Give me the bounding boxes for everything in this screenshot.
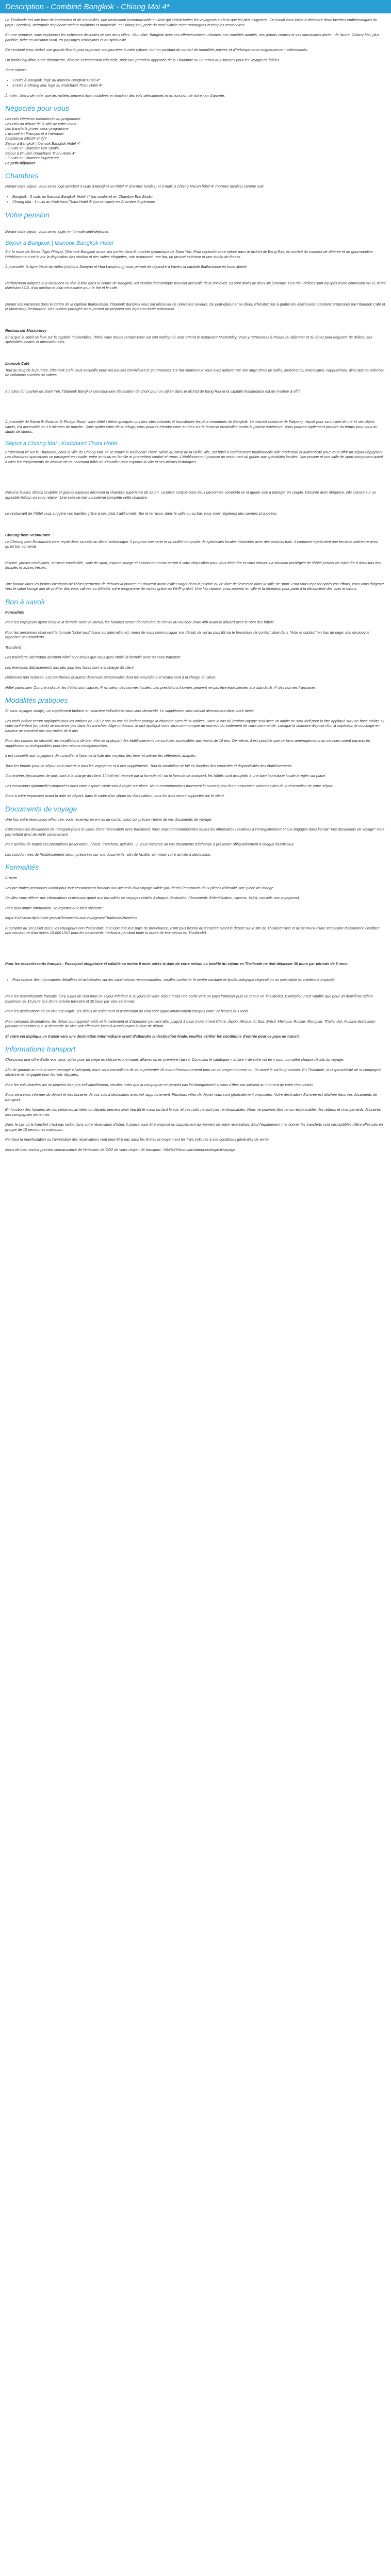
list-item: • 3 nuits à Chiang Mai, logé au Kodchasri Thani Hotel 4* (12, 83, 386, 88)
included-item: L'accueil en Français et à l'aéroport (5, 131, 64, 136)
intro-paragraph: Votre séjour : (5, 67, 27, 72)
included-list (5, 116, 386, 165)
title-banner (0, 0, 391, 13)
section-paragraph: Si votre vol implique un transit vers une destination intermédiaire avant d'atteindre la destination finale, veuillez vérifier les conditions d'entrée pour ce pays en transit. (5, 1033, 300, 1039)
section-paragraph: Le Cheung hem Restaurant vous reçoit dans sa salle au décor authentique. Il propose une carte et un buffet composés de spécialités locales élaborées avec des produits frais. Il comporte également une terrasse intérieure ainsi qu'un bar convivial. (5, 539, 378, 549)
section-title-formalites: Formalités (5, 863, 39, 872)
intro-paragraph: Ce combiné vous séduit une grande liberté pour organiser vos journées à votre rythme, tout en profitant du confort de modalités privées et d'hébergements soigneusement sélectionnés. (5, 47, 308, 52)
stay-list (12, 78, 386, 88)
section-paragraph: Pour certaines destinations, les délais sont approximatifs et le traitement et d'obtention peuvent aller jusqu'à 3 mois (notamment Chine, Japon, Afrique du Sud, Brésil, Mexique, Russie, Mongolie, Thaïlande). Aucune destination pouvant nécessiter que la demande de visa soit effectuée jusqu'à 4 mois avant la date de départ. (5, 1019, 376, 1029)
section-paragraph: Tous les forfaits pour ce séjour sont ouverts à tous les voyageurs et à des suppléments. Tout la circulation se fait en fonction des capacités et disponibilités des établissements. (5, 763, 293, 768)
included-item: Séjour à Phuket | Kodchasri Thani Hotel 4* (5, 150, 76, 156)
section-paragraph: Pour les destinations où un visa est requis, les délais de traitement et d'obtention de visa sont approximativement compris entre 72 heures et 1 mois. (5, 1009, 250, 1014)
subheading: Formalités (5, 609, 24, 615)
section-paragraph: Sous à votre expansion avant la date de départ, dans le cadre d'un séjour ou d'annulation, tous les frais seront supportés par le client. (5, 793, 225, 799)
section-paragraph: Tout au long de la journée, l'Ibanook Café vous accueille pour vos pauses conviviales et gourmandes. Ce bar chaleureux vous avez adopter par son large choix de cafés, américanos, macchiatos, cappuccinos, ainsi que sa sélection de collations sucrées ou salées. (5, 367, 385, 378)
section-paragraph: Pour des raisons de sécurité, les installations de bien-être de la plupart des établissements ne sont pas accessibles aux moins de 16 ans. De même, il est possible que certains aménagements ou services soient payants en supplément ou indisponibles pour des raisons exceptionnelles. (5, 738, 370, 748)
section-paragraph: Les coordonnées de l'établissement seront précisées sur vos documents, afin de faciliter au mieux votre arrivée à destination. (5, 852, 211, 857)
included-item: - 3 nuits en Chambre Eco Studio (5, 146, 59, 151)
section-paragraph: Pour les ressortissants français, il n'y a pas de visa pour un séjour inférieur à 30 jours (si votre séjour inclut une sortie vers un pays frontalier puis un retour en Thaïlande). Exemption n'est valable que pour un deuxième séjour maximum de 15 jours lors d'une arrivée terrestre et 30 jours par voie aérienne). (5, 994, 373, 1004)
section-paragraph: À proximité, la ligne bleue du métro (stations Samyan et Hua Lamphong) vous permet de rejoindre à travers la capitale thaïlandaise en toute liberté. (5, 264, 248, 269)
list-item: • Pour obtenir des informations détaillées et actualisées sur les vaccinations recommandées, veuillez contacter le centre sanitaire et épidémiologique régional ou un spécialiste en médecine tropicale. (12, 977, 386, 982)
section-paragraph: Les lords enfant seront appliqués pour les enfants de 2 à 12 ans au cas où l'enfant partage la chambre avec deux adultes. Dans le cas où l'enfant voyage seul avec un adulte ne sera tarif pour la titre appliqué sur une base adulte. Si votre tarif enfant (ou bébé) ne remercie pas dans les tranches d'âge ci-dessus, le tarif appliqué vous sera communiqué au moment du traitement de votre commande. Lorsque la chambre dispose d'un lit supérieur, le couchage en hauteur ne convient pas aux moins de 6 ans. (5, 718, 384, 733)
restaurant-heading: Cheung hem Restaurant (5, 532, 50, 537)
included-item: Les vols au départ de la ville de votre choix (5, 121, 76, 126)
section-paragraph: Si vous voyagez seul(e), un supplément tarifaire en chambre individuelle vous sera demandé. Le supplément sera calculé directement dans votre devis. (5, 708, 255, 714)
section-paragraph: Durant votre séjour, vous serez logés en formule petit-déjeuner. (5, 229, 110, 234)
page (0, 0, 391, 1152)
section-paragraph: Pour les vols charters qui ne peuvent être pris individuellement, veuillez noter que la compagnie ne garantit pas l'embarquement si vous n'êtes pas présent au moment de votre réservation. (5, 1082, 314, 1087)
section-paragraph: Concernant les documents de transport (dans le cadre d'une réservation avec transport), nous vous communiquerons toutes les informations relatives à l'enregistrement et aux bagages dans l'email "Vos documents de voyage" vous permettant ainsi de partir sereinement. (5, 827, 385, 837)
section-paragraph: Pour les personnes réservant la formule "hôtel seul" (sans vol international), merci de nous communiquer vos détails de vol au plus tôt via le formulaire de contact situé dans "Aide et contact" en bas de page, afin de pouvoir organiser vos transferts. (5, 630, 370, 640)
main-content (0, 13, 391, 1152)
intro-paragraph: Le Thaïlande est une terre de contrastes et de merveilles, une destination incontournable en Asie qui séduit toutes les voyageurs curieux que les plus exigeants. Ce circuit vous invite à découvrir deux facettes emblématiques du pays : Bangkok, métropole trépidante mêlant traditions et modernité, et Chiang Mai, perle du nord nichée entre montagnes et temples centenaires. (5, 18, 378, 27)
section-paragraph: Les pre-toutes personnes valent pour tout ressortissant français aux accueils d'un voyage validé par Pierre/Zénorrando deux pièces d'identité, une pièce de change. (5, 885, 275, 890)
section-paragraph: Sur la route de Devra (Ngw Phaya), l'Ibanook Bangkok ouvre ses portes dans le quartier dynamique de Siam Yen. Pour rejoindre votre séjour dans le district de Bang Rak, en sortant du moment de détente et de gourmandise, l'établissement est à voir la disposition des studios et des suites élégantes, soir restaurant, une bar, un jacuzzi extérieur et une studio de fitness. (5, 249, 374, 259)
section-paragraph: Les transferts aller/retour aéroport-hôtel sont inclus que vous ayez choisi la formule avec ou sans transport. (5, 655, 182, 660)
section-paragraph: Durant votre séjour, vous serez logé pendant 3 nuits à Bangkok en hôtel 4* (normes locales) et 3 nuits à Chiang Mai en hôtel 4* (normes locales) comme suit: (5, 184, 264, 189)
section-paragraph: À proximité de Rama IV Road et Si Phraya Road, votre hôtel s'élève quelques uns des sites culturels et touristiques les plus renommés de Bangkok. Le marché nocturne de Patpong, réputé pour sa cuisine de rue et ses objets variés, est accessible en 15 minutes de marche. Sans quitter votre deux refuge, vous pourrez étendre votre années sur la terrasse ensoleillée tandis la piscine extérieure. Vous pourrez également prendre du temps pour vous au studio de fitness. (5, 419, 378, 434)
section-paragraph: Pour plus ample information, se reporter aux sites suivants : (5, 905, 104, 910)
section-paragraph: Les excursions optionnelles proposées dans votre espace client sont à régler sur place. Nous recommandons fortement la souscription d'une assurance vacances lors de la réservation de votre séjour. (5, 783, 333, 788)
section-title-negocie: Négociés pour vous (5, 104, 69, 113)
section-paragraph: Sous sera vous informer du départ et des horaires de vos vols à destination avec vol rapprochement. Plusieurs villes de départ vous sont généralement proposées. Votre destination d'arrivée est affichée dans vos documents de transport. (5, 1092, 378, 1102)
subheading: Arrivée (5, 875, 17, 880)
section-paragraph: Merci de bien vouloir prendre connaissance de l'émission de CO2 de votre moyen de transport : http/XXX/eco-calculateur.ecologie.fr/voyage (5, 1147, 236, 1152)
included-item: Les vols intérieurs mentionnés au programme (5, 116, 80, 122)
section-paragraph: Il est conseillé aux voyageurs de consulter à l'avance la liste des moyens des lieux et prévoir les vêtements adaptés. (5, 753, 197, 758)
section-paragraph: Raisons lavoirs, détails sculptés et grands espaces décrivent la chambre supérieure de 32 m². La pièce conçue pour deux personnes comporte un lit queen size à partager en couple. Décorée avec élégance, elle s'ouvre sur un agréable balcon ou vous relaxer. Une salle de bains moderne complète cette chambre. (5, 490, 376, 500)
subheading: Transferts (5, 645, 22, 650)
section-paragraph: À compter du 1er juillet 2023, les voyageurs non thaïlandais, quel que soit leur pays de provenance, n'ont plus besoin de s'inscrire avant le départ sur le site de Thailand Pass et de se munir d'une attestation d'assurance certifiant une couverture d'au moins 10.000 USD pour les traitements médicaux pendant toute la durée de leur séjour en Thaïlande). (5, 925, 380, 936)
cafe-heading: Ibanook Café (5, 361, 30, 366)
section-paragraph: Pour profiter de toutes vos prestations (réservation, hôtels, transferts, activités...), vous recevrez un vos documents d'échange à présenter obligatoirement à chaque fournisseur. (5, 842, 295, 847)
included-item: Séjour à Bangkok | Ibanook Bangkok Hotel 4* (5, 141, 80, 146)
section-paragraph: Dépenses non incluses: Les pourboires et autres dépenses personnelles dont les excursions et visites sont à la charge du client. (5, 675, 217, 680)
list-item: • Chiang Mai : 3 nuits au Kodchasri Thani Hotel 4* (ou similaire) en Chambre Supérieure (12, 199, 386, 205)
section-paragraph: Dans le cas où le transfert n'est pas inclus dans votre réservation d'hôtel, il pourra vous être proposé en supplément au moment de votre réservation. Seul l'équipement mentionné, les transferts sont susceptibles d'être effectués en groupe de 10 personnes maximum. (5, 1122, 383, 1132)
section-title-transport: Informations transport (5, 1045, 76, 1054)
intro-note: À noter : Merci de noter que les nuitées peuvent être modulées en fonction des vols sélectionnés et en fonction de votre jour d'arrivée. (5, 93, 225, 98)
section-paragraph: Hôtel partenaire: Comme indiqué, les hôtels sont classés 4* en selon des normes locales. Les prestations fournies peuvent ne pas être équivalentes aux standards 4* des normes françaises. (5, 685, 317, 690)
section-title-pension: Votre pension (5, 210, 50, 219)
section-paragraph: Choisissez une offre d'aller-vos ceux, optez pour un siège en classe économique, affaires ou en première classe. Consultez le catalogue « affaire » de votre vol en « pour connaître chaque détails du voyage. (5, 1057, 345, 1062)
section-paragraph: Pour les voyageurs ayant réservé la formule avec vol inclus, les horaires seront donnés lors de l'envoi du voucher (max 48h avant le départ) avec le nom des hôtels. (5, 620, 275, 625)
rooms-list (12, 194, 386, 205)
section-paragraph: Parfaitement adaptés aux vacances en tête-à-tête dans le centre de Bangkok, les studios économique peuvent accueillir deux convives. Ils sont dotés de deux lits jumeaux. Des mini-délices sont équipés d'une connexion Wi-Fi, d'une télévision LCD, d'un minibar et d'un nécessaire pour le thé et le café. (5, 280, 386, 291)
section-paragraph: Les éventuels déplacements lors des journées libres sont à la charge du client. (5, 665, 135, 670)
section-paragraph: Une balade dans les jardins luxuriants de l'hôtel permettra de débuter la journée en douceur avant d'aller nager dans la piscine ou de faire de l'exercice dans la salle de sport. Pour vous reposer après vos efforts, vous vous dirigerez vers le salon lounge afin de profiter des vous calmes ou d'établir votre programme de visites grâce au Wi-Fi gratuit. Une fois reposé, vous pourrez en ville et la réception pour partir à la découverte des vues environs. (5, 581, 384, 591)
included-item: Assistance 24h/24 et 7j/7 (5, 136, 47, 141)
section-paragraph: En fonction des horaires de vol, certaines arrivées ou départs peuvent avoir lieu tôt le matin ou tard le soir, et ces nuits ne sont pas remboursables. Nous ne pouvons être tenus responsables des retards et changements d'horaires des compagnies aériennes. (5, 1107, 381, 1117)
section-paragraph: Pour les ressortissants français : Passeport obligatoire et valable au moins 6 mois après la date de votre retour. La totalité du séjour en Thaïlande ne doit dépasser 30 jours par période de 6 mois. (5, 961, 349, 966)
section-title-modalites: Modalités pratiques (5, 696, 68, 705)
included-item: Les transferts privés selon programme (5, 126, 69, 131)
section-paragraph: Afin de garantir au mieux votre passage à l'aéroport, nous vous conseillons de vous présenter 2h avant l'embarquement pour un vol moyen-courrier ou, 3h avant le vol long-courrier. En Thaïlande, la responsabilité de la compagnie aérienne est engagée pour les vols réguliers. (5, 1067, 382, 1077)
section-paragraph: Vos entrées (excursions de jour) sont à la charge du client. L'hôtel est réservé par la formule et / ou la formule de transport, les hôtels sont assujettis à une taxe touristique locale à régler sur place. (5, 773, 327, 778)
section-title-kodchasri: Séjour à Chiang Mai | Kodchasri Thani Hotel (5, 440, 117, 447)
included-item: Le petit-déjeuner (5, 160, 35, 165)
section-title-bon-a-savoir: Bon à savoir (5, 597, 45, 606)
reference-link[interactable]: https:XXX/www.diplomatie.gouv.fr/fr/conseils-aux-voyageurs/Thaïlande/Numéros (5, 916, 138, 921)
section-paragraph: Le restaurant de l'hôtel vous suggère vos papilles grâce à ses plats traditionnels. Sur la terrasse, dans le salle ou au bar, vous vous régalerez des saveurs proposées. (5, 511, 278, 516)
list-item: • Bangkok : 3 nuits au Ibanook Bangkok Hotel 4* (ou similaire) en Chambre Eco Studio (12, 194, 386, 199)
health-list (12, 977, 386, 982)
list-item: • 3 nuits à Bangkok, logé au Ibanook Bangkok Hotel 4* (12, 78, 386, 83)
page-title: Description - Combiné Bangkok - Chiang Mai 4* (5, 2, 170, 11)
section-title-ibanook: Séjour à Bangkok | Ibanook Bangkok Hotel (5, 240, 113, 247)
section-paragraph: Ainsi que le soleil se lève sur la capitale thaïlandaise, l'hôtel vous donne rendez-vous sur son rooftop où vous attend le restaurant Mastorkley. Vous y retrouverez à l'heure du déjeuner et du dîner pour déguster de délicieuses spécialités locales et internationales. (5, 334, 372, 345)
restaurant-heading: Restaurant Mastorkley (5, 328, 47, 333)
section-paragraph: Piscine, jardins verdoyants, terrasse ensoleillée, salle de sport, espace lounge et saloon communs seront à votre disposition pour vous détendre et vous relaxer. La situation privilégiée de l'hôtel permet de rejoindre à deux pas des temples et autres trésors. (5, 560, 381, 570)
section-paragraph: Pendant la manifestation ou l'annulation des réservations vont peut-être pas dans les limites et moyennant les frais indiqués à vos conditions générales de vente. (5, 1137, 270, 1142)
section-paragraph: Durant vos vacances dans le centre de la capitale thaïlandaise, l'Ibanook Bangkok vous fait découvrir de nouvelles saveurs. De petit-déjeuner au dîner, n'hésitez pas à goûter les délicieuses créations proposées par l'Ibanook Café et le Mooristory Restaurant. Une cuisine partagée vous permet de préparer vos repas en toute autonomie. (5, 301, 385, 312)
section-title-documents: Documents de voyage (5, 804, 77, 813)
section-paragraph: Une fois votre réservation effectuée, vous recevrez un e-mail de confirmation qui précise l'envoi de vos documents de voyage. (5, 817, 213, 822)
section-paragraph: Veuillez vous référer aux informations ci-dessous quant aux formalités de voyages relatifs à chaque destination (documents d'identification, vaccins, VISA, conseils aux voyageurs). (5, 895, 300, 901)
intro-paragraph: En une semaine, vous explorerez les richesses distinctes de ces deux villes : d'un côté, Bangkok avec ses effervescences urbaines, ses marchés animés, ses grands centres et ses sanctuaires dorés ; de l'autre, Chiang Mai, plus paisible, riche en artisanat local, en paysages verdoyants et en spiritualité. (5, 32, 380, 42)
section-paragraph: Étroitement ici sur le Thaïlande, dans la ville de Chiang Mai, se se trouve le Kodchasri Thani. Niché au cœur de la vieille ville, cet hôtel à l'architecture traditionnelle allie modernité et authenticité pour vous offrir un séjour dépaysant. Les chambres spacieuses se partagent en couple, entre amis ou en famille et promettent confort et repos. L'établissement propose un restaurant où goûter aux spécialités locales. Une piscine et une salle de sport composent quant à elles les équipements de détente de ce charmant hôtel où s'installer pour explorer la ville et ses trésors historiques. (5, 449, 384, 464)
section-title-chambres: Chambres (5, 172, 39, 180)
section-paragraph: Au cœur du quartier de Siam Yen, l'Ibanook Bangkok constitue une destination de choix pour un séjour dans le district de Bang Rak et la capitale thaïlandaise est de meilleur à offrir. (5, 388, 302, 394)
included-item: - 3 nuits en Chambre Supérieure (5, 156, 59, 161)
intro-paragraph: Un parfait équilibre entre découverte, détente et immersion culturelle, pour une première approche de la Thaïlande ou un retour aux sources pour les voyageurs fidèles. (5, 57, 281, 62)
